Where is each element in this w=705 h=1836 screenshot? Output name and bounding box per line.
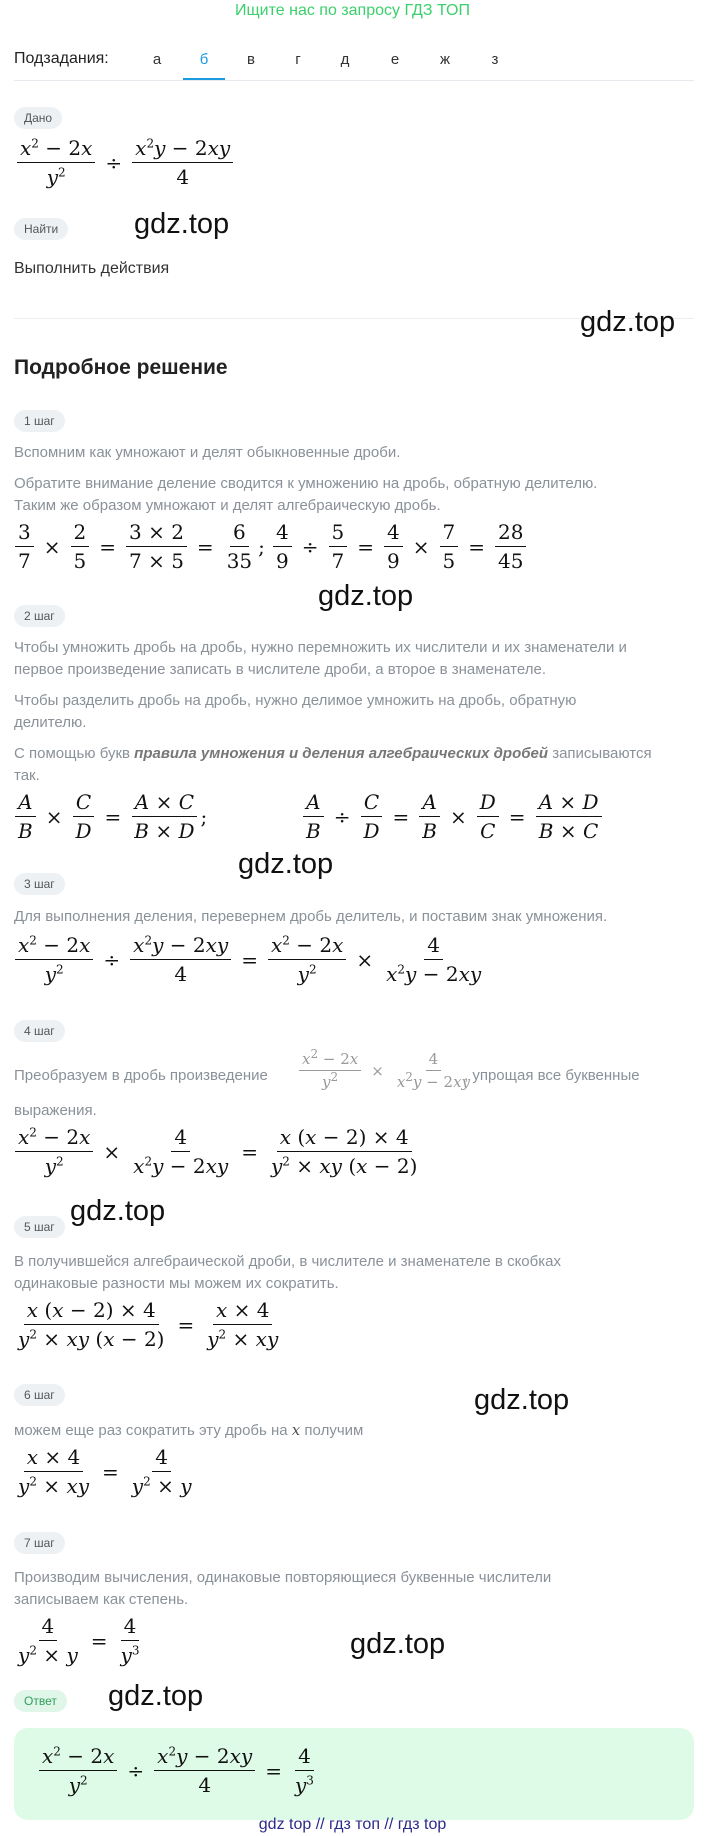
watermark: gdz.top <box>238 848 334 880</box>
watermark: gdz.top <box>580 306 676 338</box>
step-text: так. <box>14 767 40 784</box>
find-text: Выполнить действия <box>14 260 170 277</box>
step7-formula: $\frac{4}{y^2 \times y}$ = $\frac{4}{y^3}$ <box>18 1614 140 1667</box>
step1-formula-divide: $\frac{4}{9}$ ÷ $\frac{5}{7}$ = $\frac{4}{9}$ × $\frac{7}{5}$ = $\frac{28}{45}$ <box>270 520 529 573</box>
step-text: В получившейся алгебраической дроби, в числителе и знаменателе в скобках <box>14 1253 561 1270</box>
step-text: записываем как степень. <box>14 1591 189 1608</box>
watermark: gdz.top <box>474 1384 570 1416</box>
step-text: Производим вычисления, одинаковые повторяющиеся буквенные числители <box>14 1569 552 1586</box>
watermark: gdz.top <box>108 1680 204 1712</box>
footer-text: gdz top // гдз топ // гдз top <box>258 1816 447 1833</box>
step4-inline-formula: $\frac{x^2 - 2x}{y^2}$ × $\frac{4}{x^2y - 2xy}$ <box>296 1050 476 1091</box>
answer-formula: $\frac{x^2 - 2x}{y^2}$ ÷ $\frac{x^2y - 2xy}{4}$ = $\frac{4}{y^3}$ <box>36 1744 320 1797</box>
tab-b[interactable]: б <box>199 51 209 68</box>
step-text: Вспомним как умножают и делят обыкновенные дроби. <box>14 444 401 461</box>
step-text: Таким же образом умножают и делят алгебраическую дробь. <box>14 497 441 514</box>
tab-zh[interactable]: ж <box>439 51 451 68</box>
step-badge: 4 шаг <box>14 1020 65 1042</box>
given-badge: Дано <box>14 107 62 129</box>
step6-formula: $\frac{x \times 4}{y^2 \times xy}$ = $\frac{4}{y^2 \times y}$ <box>18 1445 192 1498</box>
step2-formula-divide: $\frac{A}{B}$ ÷ $\frac{C}{D}$ = $\frac{A}{B}$ × $\frac{D}{C}$ = $\frac{A \times D}{B \times C}$ <box>300 790 605 843</box>
step-text: Обратите внимание деление сводится к умножению на дробь, обратную делителю. <box>14 475 598 492</box>
find-badge: Найти <box>14 218 68 240</box>
step-text: Чтобы разделить дробь на дробь, нужно делимое умножить на дробь, обратную <box>14 692 577 709</box>
given-expression: $\frac{x^2 - 2x}{y^2}$ ÷ $\frac{x^2y - 2xy}{4}$ <box>14 136 236 189</box>
solution-title: Подробное решение <box>14 356 228 379</box>
step-text: одинаковые разности мы можем их сократить. <box>14 1275 339 1292</box>
tab-g[interactable]: г <box>295 51 301 68</box>
step-text: Для выполнения деления, перевернем дробь делитель, и поставим знак умножения. <box>14 908 608 925</box>
step-text: можем еще раз сократить эту дробь на x получим <box>14 1421 364 1439</box>
tab-d[interactable]: д <box>340 51 350 68</box>
step-text: , упрощая все буквенные <box>464 1067 640 1084</box>
step-badge: 2 шаг <box>14 605 65 627</box>
watermark: gdz.top <box>318 580 414 612</box>
tabs-divider <box>14 80 694 81</box>
step4-formula: $\frac{x^2 - 2x}{y^2}$ × $\frac{4}{x^2y - 2xy}$ = $\frac{x (x - 2) \times 4}{y^2 \times xy (x - 2)}$ <box>12 1125 423 1178</box>
step-text: делителю. <box>14 714 87 731</box>
step1-formula-multiply: $\frac{3}{7}$ × $\frac{2}{5}$ = $\frac{3 \times 2}{7 \times 5}$ = $\frac{6}{35}$ ; <box>12 520 265 573</box>
step-text: Чтобы умножить дробь на дробь, нужно перемножить их числители и их знаменатели и <box>14 639 627 656</box>
tab-v[interactable]: в <box>247 51 255 68</box>
search-link[interactable]: Ищите нас по запросу ГДЗ ТОП <box>235 2 470 19</box>
step2-formula-multiply: $\frac{A}{B}$ × $\frac{C}{D}$ = $\frac{A \times C}{B \times D}$ ; <box>12 790 207 843</box>
step-text: выражения. <box>14 1102 97 1119</box>
tab-e[interactable]: е <box>390 51 400 68</box>
watermark: gdz.top <box>70 1195 166 1227</box>
step-text: Преобразуем в дробь произведение <box>14 1067 268 1084</box>
step-text: первое произведение записать в числителе дроби, а второе в знаменателе. <box>14 661 546 678</box>
step-badge: 6 шаг <box>14 1384 65 1406</box>
step-badge: 1 шаг <box>14 410 65 432</box>
step-badge: 3 шаг <box>14 873 65 895</box>
step3-formula: $\frac{x^2 - 2x}{y^2}$ ÷ $\frac{x^2y - 2xy}{4}$ = $\frac{x^2 - 2x}{y^2}$ × $\frac{4}{x^2y - 2xy}$ <box>12 933 487 986</box>
step-badge: 7 шаг <box>14 1532 65 1554</box>
step-badge: 5 шаг <box>14 1216 65 1238</box>
step5-formula: $\frac{x (x - 2) \times 4}{y^2 \times xy (x - 2)}$ = $\frac{x \times 4}{y^2 \times xy}$ <box>18 1298 279 1351</box>
answer-badge: Ответ <box>14 1690 67 1712</box>
tab-a[interactable]: а <box>152 51 162 68</box>
step-text: С помощью букв правила умножения и деления алгебраических дробей записываются <box>14 745 652 762</box>
subtasks-label: Подзадания: <box>14 50 109 67</box>
watermark: gdz.top <box>350 1628 446 1660</box>
tab-z[interactable]: з <box>491 51 499 68</box>
watermark: gdz.top <box>134 208 230 240</box>
